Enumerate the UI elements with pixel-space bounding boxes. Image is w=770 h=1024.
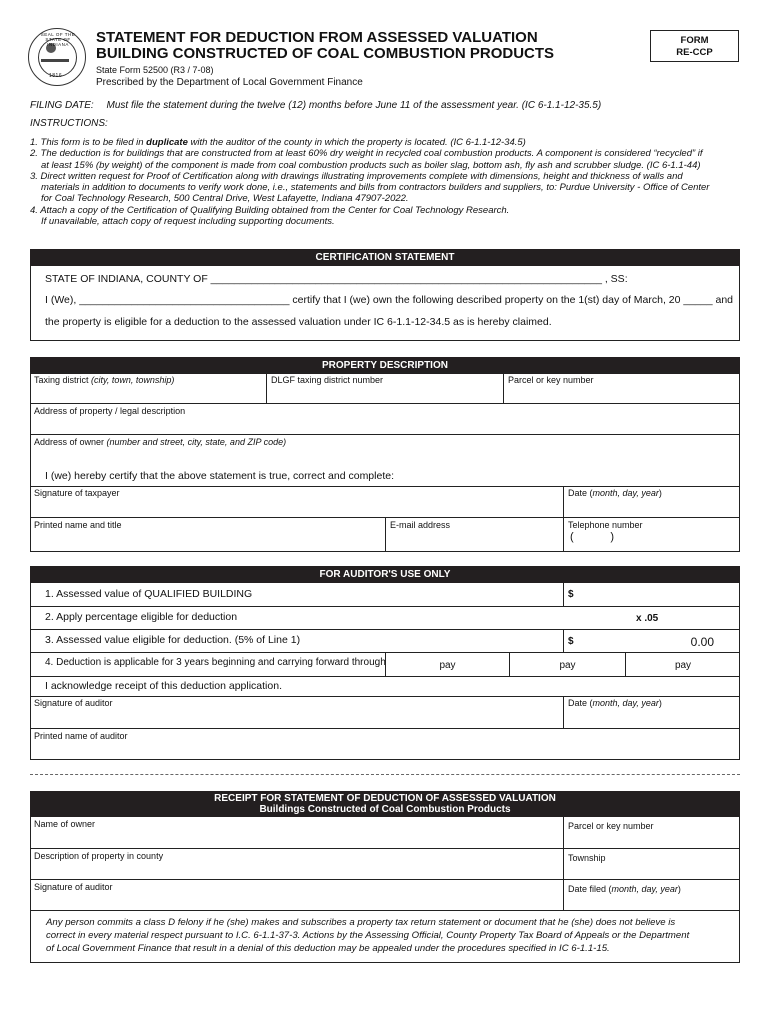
seal-year: 1816 — [49, 73, 63, 79]
receipt-heading-line-1: RECEIPT FOR STATEMENT OF DEDUCTION OF ASSESSED VALUATION — [214, 793, 556, 804]
auditor-printed-name-field[interactable]: Printed name of auditor — [30, 728, 740, 760]
title-line-1: STATEMENT FOR DEDUCTION FROM ASSESSED VALUATION — [96, 29, 538, 46]
form-code-box — [650, 30, 739, 62]
receipt-township-field[interactable]: Township — [563, 848, 740, 879]
auditor-date-field[interactable]: Date (month, day, year) — [563, 696, 740, 728]
property-address-field[interactable]: Address of property / legal description — [30, 403, 740, 434]
telephone-field[interactable]: Telephone number ( ) — [563, 517, 740, 552]
auditor-line-3: 3. Assessed value eligible for deduction. (5% of Line 1) — [45, 634, 301, 646]
instruction-4b: If unavailable, attach copy of request including supporting documents. — [41, 216, 335, 228]
instructions-list — [30, 137, 750, 227]
receipt-description-field[interactable]: Description of property in county — [30, 848, 564, 879]
pay-year-2-field[interactable]: pay — [509, 652, 625, 676]
form-title — [96, 30, 554, 62]
county-line[interactable]: STATE OF INDIANA, COUNTY OF ___________________________________________________________________ , SS: — [45, 273, 628, 285]
state-seal — [28, 28, 86, 86]
email-field[interactable]: E-mail address — [385, 517, 564, 552]
instruction-1: 1. This form is to be filed in duplicate with the auditor of the county in which the property is located. (IC 6-1.1-12-34.5) — [30, 137, 526, 148]
filing-date — [30, 100, 601, 112]
auditor-line-2: 2. Apply percentage eligible for deduction — [45, 611, 238, 623]
form-number: State Form 52500 (R3 / 7-08) — [96, 65, 214, 75]
percentage-value: x .05 — [636, 613, 659, 624]
seal-text: SEAL OF THE STATE OF INDIANA — [40, 32, 76, 47]
form-box-code: RE-CCP — [676, 47, 713, 58]
prescribed-by: Prescribed by the Department of Local Government Finance — [96, 77, 363, 88]
title-line-2: BUILDING CONSTRUCTED OF COAL COMBUSTION PRODUCTS — [96, 45, 555, 62]
form-box-label: FORM — [680, 35, 709, 46]
parcel-number-field[interactable]: Parcel or key number — [503, 372, 740, 404]
pay-year-3-field[interactable]: pay — [625, 652, 740, 676]
auditor-signature-field[interactable]: Signature of auditor — [34, 698, 113, 708]
dlgf-number-field[interactable]: DLGF taxing district number — [266, 372, 503, 404]
eligible-value-field[interactable]: $ 0.00 — [563, 629, 740, 652]
receipt-owner-field[interactable]: Name of owner — [34, 819, 96, 829]
owner-address-field[interactable]: Address of owner (number and street, city, state, and ZIP code) — [30, 434, 740, 465]
filing-date-text: Must file the statement during the twelve (12) months before June 11 of the assessment year. (IC 6-1.1-12-35.5) — [106, 100, 602, 111]
instruction-4a: 4. Attach a copy of the Certification of Qualifying Building obtained from the Center for Coal Technology Research. — [30, 204, 510, 216]
instruction-3a: 3. Direct written request for Proof of Certification along with drawings illustrating improvements complete with dimensions, height and thickness of walls and — [30, 170, 683, 182]
property-heading: PROPERTY DESCRIPTION — [30, 357, 740, 374]
owner-line[interactable]: I (We), ____________________________________ certify that I (we) own the following described property on the 1(st) day of March, 20 _____ and — [45, 294, 734, 306]
taxpayer-certify-text: I (we) hereby certify that the above statement is true, correct and complete: — [45, 470, 394, 482]
cut-line — [30, 774, 740, 775]
pay-year-1-field[interactable]: pay — [385, 652, 509, 676]
acknowledge-text: I acknowledge receipt of this deduction application. — [45, 680, 282, 692]
filing-date-label: FILING DATE: — [30, 100, 94, 111]
receipt-parcel-field[interactable]: Parcel or key number — [563, 817, 740, 848]
auditor-line-1: 1. Assessed value of QUALIFIED BUILDING — [45, 588, 253, 600]
taxpayer-date-field[interactable]: Date (month, day, year) — [563, 486, 740, 518]
instruction-3c: for Coal Technology Research, 500 Central Drive, West Lafayette, Indiana 47907-2022. — [41, 193, 409, 205]
instructions-heading: INSTRUCTIONS: — [30, 118, 108, 129]
receipt-auditor-signature-field[interactable]: Signature of auditor — [30, 879, 564, 910]
auditor-line-4: 4. Deduction is applicable for 3 years beginning and carrying forward through — [45, 657, 386, 668]
instruction-2a: 2. The deduction is for buildings that are constructed from at least 60% dry weight in recycled coal combustion products. A component is considered “recycled” if — [30, 148, 703, 160]
instruction-3b: materials in addition to documents to verify work done, i.e., statements and bills from contractors builders and suppliers, to: Purdue University - Office of Center — [41, 182, 710, 194]
receipt-heading — [30, 791, 740, 817]
eligible-value: 0.00 — [690, 635, 714, 649]
certification-heading: CERTIFICATION STATEMENT — [30, 249, 740, 266]
taxpayer-signature-field[interactable]: Signature of taxpayer — [34, 488, 120, 498]
taxing-district-field[interactable]: Taxing district (city, town, township) — [30, 372, 266, 404]
eligibility-line: the property is eligible for a deduction to the assessed valuation under IC 6-1.1-12-34.5 as is hereby claimed. — [45, 316, 552, 328]
receipt-date-field[interactable]: Date filed (month, day, year) — [563, 879, 740, 910]
auditor-heading: FOR AUDITOR'S USE ONLY — [30, 566, 740, 583]
felony-line-3: of Local Government Finance that result in a denial of this deduction may be appealed under the procedures specified in IC 6-1.1-15. — [46, 943, 610, 954]
receipt-heading-line-2: Buildings Constructed of Coal Combustion Products — [259, 804, 511, 815]
felony-line-1: Any person commits a class D felony if he (she) makes and subscribes a property tax return statement or document that he (she) does not believe is — [46, 917, 676, 928]
felony-line-2: correct in every material respect pursuant to I.C. 6-1.1-37-3. Actions by the Assessing Official, County Property Tax Board of Appeals or the Department — [46, 930, 690, 941]
assessed-value-field[interactable]: $ — [563, 583, 740, 606]
printed-name-field[interactable]: Printed name and title — [30, 517, 385, 552]
felony-notice — [46, 916, 736, 955]
instruction-2b: at least 15% (by weight) of the component is made from coal combustion products such as boiler slag, bottom ash, fly ash and scrubber sludge. (IC 6-1.1-44) — [41, 159, 701, 171]
